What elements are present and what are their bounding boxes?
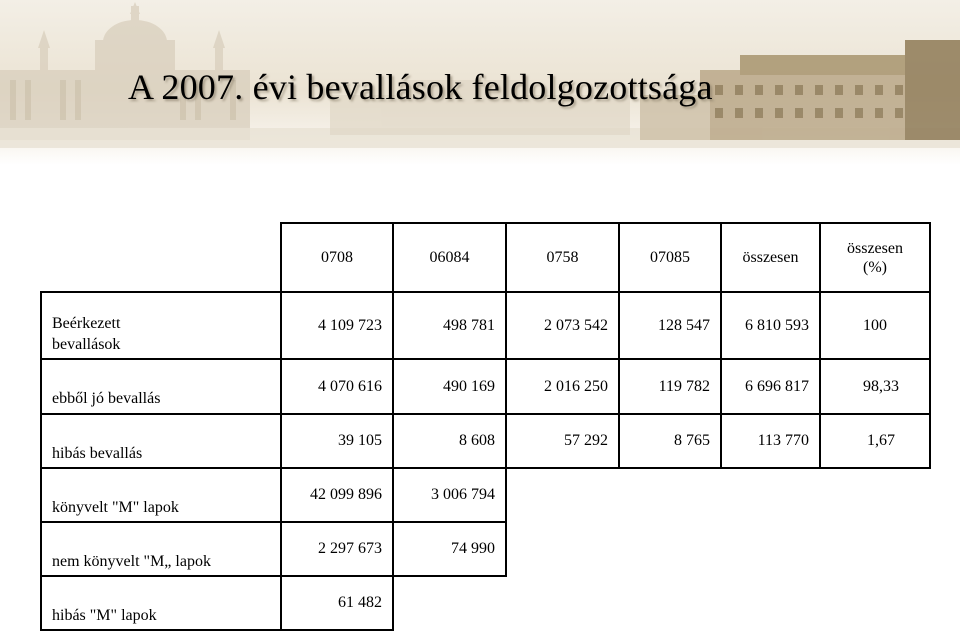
table-cell: 6 810 593 [745,316,809,334]
table-cell: 490 169 [443,377,495,395]
column-header: 06084 [429,249,470,266]
table-cell: 61 482 [338,594,382,611]
table-cell: 57 292 [564,432,608,449]
table-cell: 98,33 [863,377,899,395]
table-cell: 100 [863,316,887,334]
column-header: 0708 [321,249,353,266]
row-label: nem könyvelt "M„ lapok [52,553,211,570]
table-cell: 8 765 [674,432,710,449]
table-cell: 2 016 250 [544,377,608,395]
row-label: ebből jó bevallás [52,390,161,407]
table-cell: 8 608 [459,432,495,449]
table-cell: 39 105 [338,432,382,449]
table-cell: 74 990 [451,540,495,557]
row-label: hibás "M" lapok [52,607,157,624]
table-cell: 3 006 794 [431,486,495,503]
table-rule [40,629,393,631]
row-label: hibás bevallás [52,445,143,462]
table-cell: 128 547 [658,316,710,334]
column-header: 07085 [650,249,690,266]
table-cell: 2 073 542 [544,316,608,334]
table-cell: 42 099 896 [310,486,382,503]
table-cell: 6 696 817 [745,377,809,395]
table-rule [929,222,931,469]
table-cell: 1,67 [867,432,895,449]
table-cell: 4 070 616 [318,377,382,395]
row-label: könyvelt "M" lapok [52,499,179,516]
column-header: összesen (%) [847,239,903,276]
row-label: Beérkezett bevallások [52,315,121,353]
column-header: összesen [742,249,799,266]
column-header: 0758 [546,249,579,266]
table-cell: 119 782 [658,377,710,395]
table-cell: 2 297 673 [318,540,382,557]
table-cell: 498 781 [443,316,495,334]
table-rule [40,575,507,577]
table-cell: 4 109 723 [318,316,382,334]
slide-title: A 2007. évi bevallások feldolgozottsága [128,67,713,107]
table-rule [40,291,42,631]
table-cell: 113 770 [757,432,809,449]
